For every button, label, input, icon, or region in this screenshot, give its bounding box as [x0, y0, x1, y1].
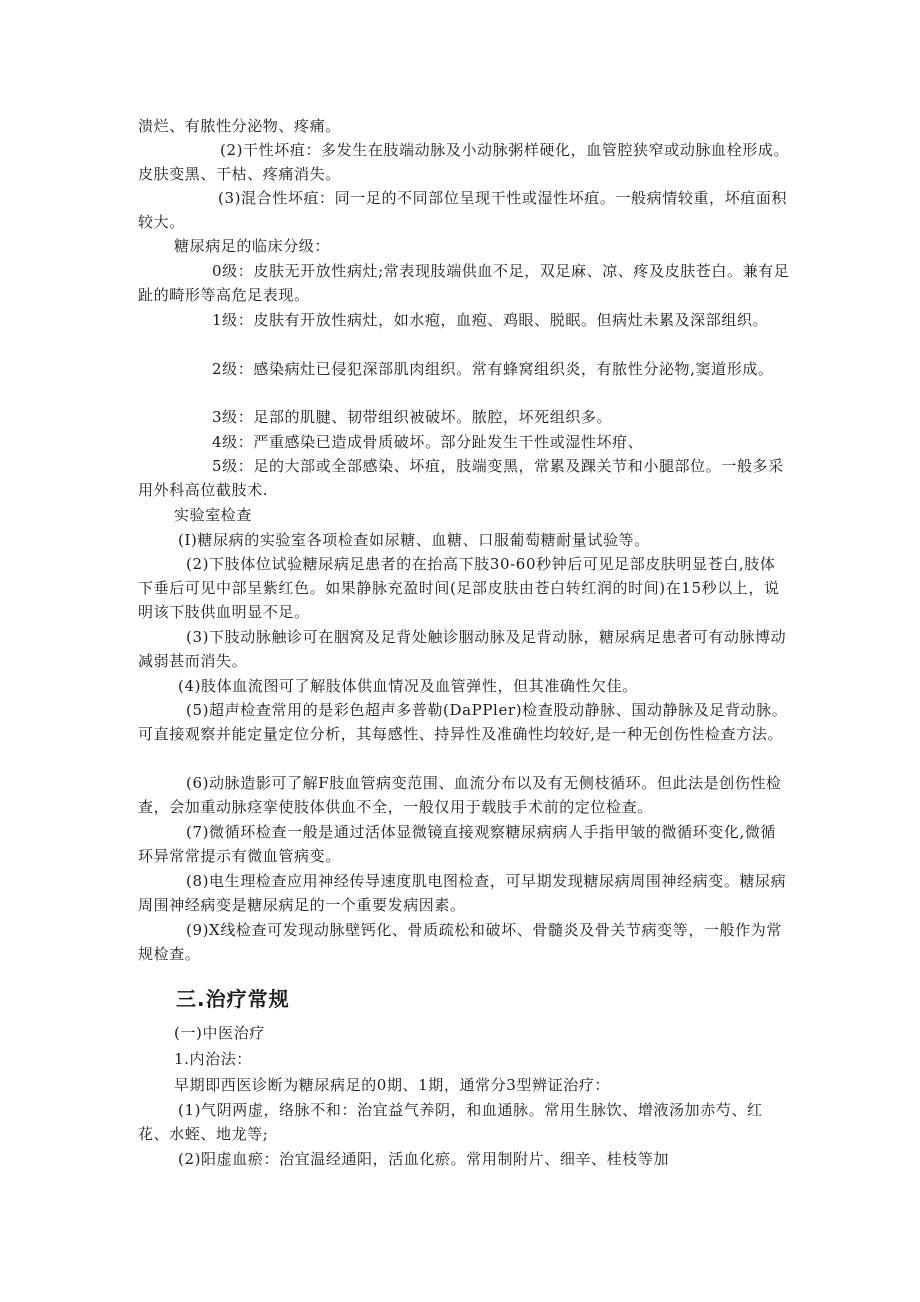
paragraph: 2级：感染病灶已侵犯深部肌肉组织。常有蜂窝组织炎，有脓性分泌物,窦道形成。	[212, 360, 774, 378]
paragraph: (6)动脉造影可了解F肢血管病变范围、血流分布以及有无侧枝循环。但此法是创伤性检查，会加重动脉痉挛使肢体供血不全，一般仅用于载肢手术前的定位检查。	[138, 774, 782, 816]
paragraph: (一)中医治疗	[174, 1024, 265, 1042]
paragraph: (2)干性坏疽：多发生在肢端动脉及小动脉粥样硬化，血管腔狭窄或动脉血栓形成。皮肤变黑、干枯、疼痛消失。	[138, 141, 790, 183]
paragraph: (3)混合性坏疽：同一足的不同部位呈现干性或湿性坏疽。一般病情较重，坏疽面积较大。	[138, 189, 788, 231]
paragraph: (2)下肢体位试验糖尿病足患者的在抬高下肢30-60秒钟后可见足部皮肤明显苍白,肢体下垂后可见中部呈紫红色。如果静脉充盈时间(足部皮肤由苍白转红润的时间)在15秒以上，说明该下肢供血明显不足。	[138, 555, 780, 621]
paragraph: 实验室检查	[174, 506, 253, 524]
paragraph: 1级：皮肤有开放性病灶，如水疱，血疱、鸡眼、脱眠。但病灶未累及深部组织。	[212, 311, 769, 329]
paragraph: 5级：足的大部或全部感染、坏疽，肢端变黑，常累及踝关节和小腿部位。一般多采用外科高位截肢术.	[138, 457, 784, 499]
paragraph: (7)微循环检查一般是通过活体显微镜直接观察糖尿病病人手指甲皱的微循环变化,微循环异常常提示有微血管病变。	[138, 823, 777, 865]
paragraph: (2)阳虚血瘀：治宜温经通阳，活血化瘀。常用制附片、细辛、桂枝等加	[178, 1150, 670, 1168]
paragraph: 3级：足部的肌腱、韧带组织被破坏。脓腔，坏死组织多。	[212, 408, 613, 426]
paragraph: (4)肢体血流图可了解肢体供血情况及血管弹性，但其准确性欠佳。	[178, 677, 638, 695]
paragraph: (5)超声检查常用的是彩色超声多普勒(DaPPler)检查股动静脉、国动静脉及足背动脉。可直接观察并能定量定位分析，其每感性、持异性及准确性均较好,是一种无创伤性检查方法。	[138, 701, 788, 743]
paragraph: 4级：严重感染已造成骨质破坏。部分趾发生干性或湿性坏疳、	[212, 433, 644, 451]
paragraph: (3)下肢动脉触诊可在胭窝及足背处触诊胭动脉及足背动脉，糖尿病足患者可有动脉博动减弱甚而消失。	[138, 628, 787, 670]
paragraph: 1.内治法：	[174, 1050, 252, 1068]
paragraph: 溃烂、有脓性分泌物、疼痛。	[138, 117, 341, 135]
paragraph: 0级：皮肤无开放性病灶;常表现肢端供血不足，双足麻、凉、疼及皮肤苍白。兼有足趾的畸形等高危足表现。	[138, 262, 790, 304]
paragraph: (8)电生理检查应用神经传导速度肌电图检查，可早期发现糖尿病周围神经病变。糖尿病周围神经病变是糖尿病足的一个重要发病因素。	[138, 872, 787, 914]
paragraph: (I)糖尿病的实验室各项检查如尿糖、血糖、口服葡萄糖耐量试验等。	[178, 531, 650, 549]
paragraph: (1)气阴两虚，络脉不和：治宜益气养阴，和血通脉。常用生脉饮、增液汤加赤芍、红花、水蛭、地龙等;	[138, 1101, 763, 1143]
paragraph: (9)X线检查可发现动脉壁钙化、骨质疏松和破坏、骨髓炎及骨关节病变等，一般作为常规检查。	[138, 921, 782, 963]
paragraph: 早期即西医诊断为糖尿病足的0期、1期，通常分3型辨证治疗：	[174, 1076, 611, 1094]
paragraph: 糖尿病足的临床分级：	[174, 237, 331, 255]
section-heading: 三.治疗常规	[176, 987, 290, 1011]
